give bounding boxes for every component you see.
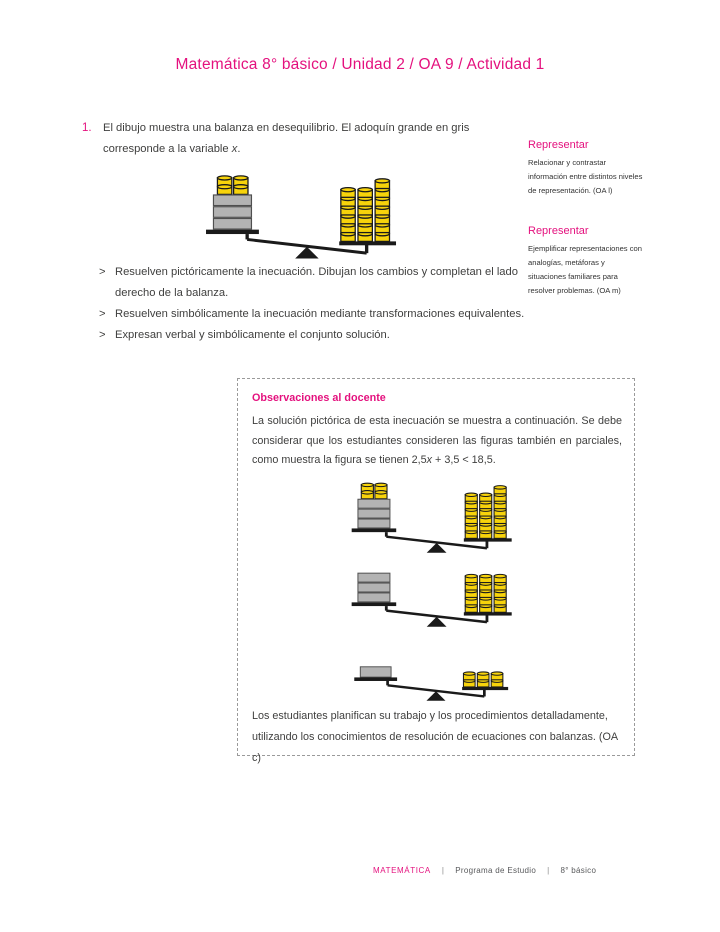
item-number: 1.: [82, 122, 92, 134]
footer-brand: MATEMÁTICA: [373, 866, 431, 875]
list-item-text: Expresan verbal y simbólicamente el conjunto solución.: [115, 329, 390, 341]
page-footer: [373, 866, 596, 875]
variable-x: x: [426, 454, 433, 466]
teacher-notes-heading: Observaciones al docente: [252, 392, 386, 404]
sidebar-block-representar-1: [528, 139, 644, 198]
teacher-notes-paragraph-1: La solución pictórica de esta inecuación se muestra a continuación. Se debe considerar que los estudiantes consideren las figuras también en parciales, como muestra la figura se tienen 2,5x + 3,5 < 18,5.: [252, 415, 622, 466]
footer-separator: |: [547, 866, 550, 875]
variable-x: x: [231, 143, 238, 155]
list-item: [99, 262, 529, 304]
bullet-chevron: >: [99, 329, 106, 341]
list-item: [99, 304, 529, 325]
footer-program: Programa de Estudio: [455, 866, 537, 875]
sidebar-body: Relacionar y contrastar información entre distintos niveles de representación. (OA l): [528, 158, 643, 195]
footer-separator: |: [441, 866, 445, 875]
sidebar-heading: Representar: [528, 225, 589, 237]
activity-intro-text: El dibujo muestra una balanza en desequilibrio. El adoquín grande en gris corresponde a la variable x.: [103, 122, 470, 155]
teacher-notes-box: [237, 378, 635, 764]
page-title: Matemática 8° básico / Unidad 2 / OA 9 / Actividad 1: [175, 56, 545, 73]
balance-figure-step-1: [350, 474, 515, 554]
list-item: [99, 325, 529, 346]
list-item-text: Resuelven pictóricamente la inecuación. Dibujan los cambios y completan el lado derecho de la balanza.: [115, 266, 518, 299]
bullet-chevron: >: [99, 266, 106, 278]
balance-figure-main: [204, 165, 400, 260]
balance-figure-step-3: [352, 656, 512, 702]
objectives-sidebar: [528, 139, 644, 298]
footer-grade: 8° básico: [560, 866, 597, 875]
bullet-chevron: >: [99, 308, 106, 320]
sidebar-block-representar-2: [528, 225, 644, 298]
sidebar-body: Ejemplificar representaciones con analogías, metáforas y situaciones familiares para resolver problemas. (OA m): [528, 244, 642, 295]
activity-steps-list: [99, 262, 529, 346]
sidebar-heading: Representar: [528, 139, 589, 151]
balance-figure-step-2: [350, 566, 515, 628]
teacher-notes-paragraph-2: Los estudiantes planifican su trabajo y los procedimientos detalladamente, utilizando los conocimientos de resolución de ecuaciones con balanzas. (OA c): [252, 710, 618, 764]
list-item-text: Resuelven simbólicamente la inecuación mediante transformaciones equivalentes.: [115, 308, 525, 320]
